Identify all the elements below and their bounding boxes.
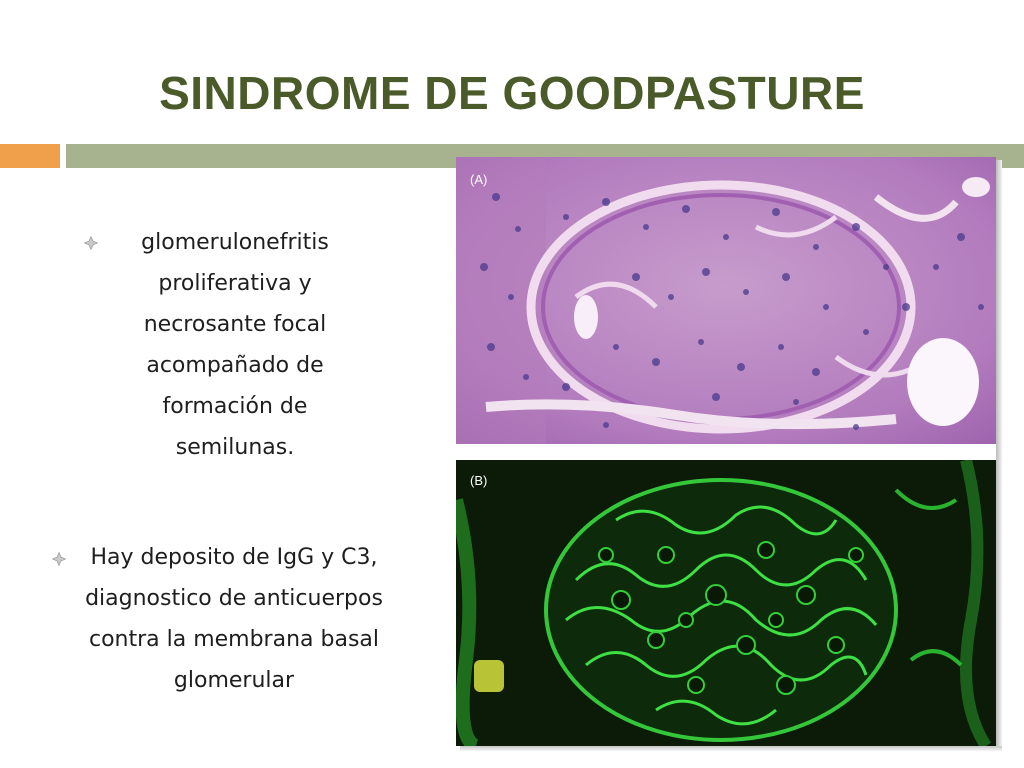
- histology-image-a: [456, 157, 996, 444]
- figure-label-b: (B): [470, 473, 488, 488]
- diamond-bullet-icon: [52, 552, 66, 566]
- fluorescence-image-b: [456, 460, 996, 746]
- diamond-bullet-icon: [84, 236, 98, 250]
- figure-shadow: [996, 160, 1002, 750]
- slide-title: SINDROME DE GOODPASTURE: [159, 67, 865, 119]
- title-accent-bar: [0, 144, 60, 168]
- bullet-text-2: Hay deposito de IgG y C3, diagnostico de anticuerpos contra la membrana basal glomerular: [85, 545, 383, 693]
- figure-label-a: (A): [470, 172, 488, 187]
- bullet-text-1: glomerulonefritis proliferativa y necrosante focal acompañado de formación de semilunas.: [141, 230, 329, 460]
- figure-shadow: [460, 746, 1002, 751]
